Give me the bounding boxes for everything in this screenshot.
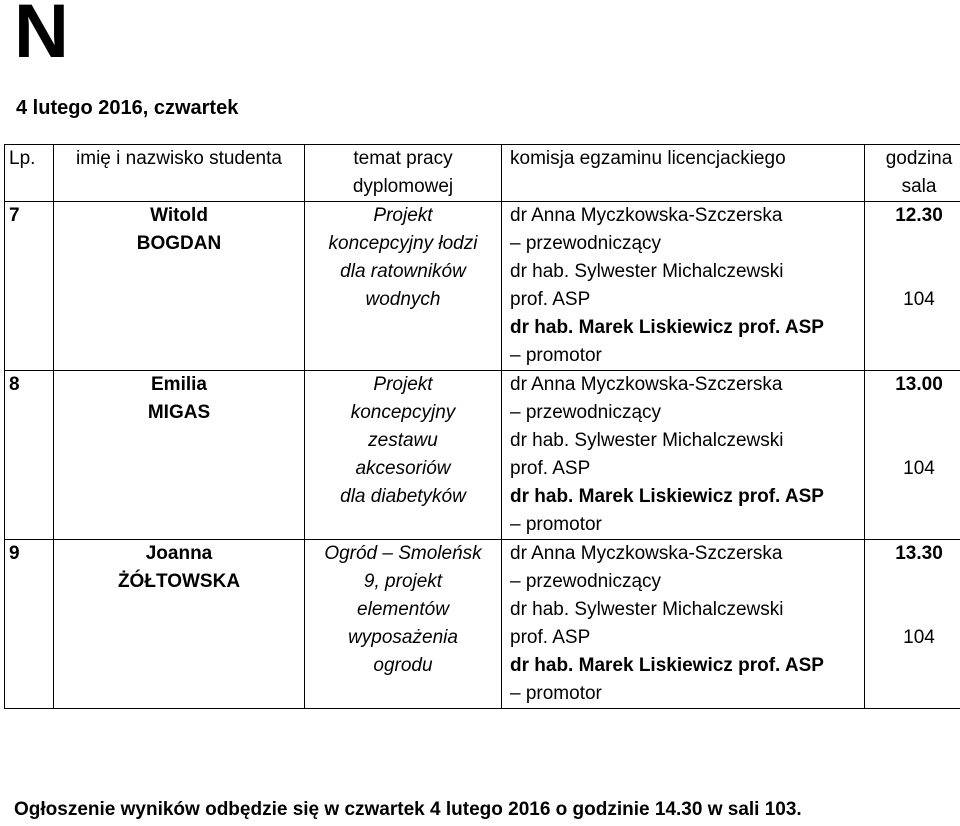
exam-schedule-table [4,144,960,709]
committee-cell [502,540,865,709]
committee-member-title: prof. ASP [510,458,591,479]
student-name-cell [54,202,305,371]
exam-time: 13.30 [895,543,943,564]
date-heading: 4 lutego 2016, czwartek [16,97,239,119]
committee-promotor: dr hab. Marek Liskiewicz prof. ASP [510,486,824,507]
student-first-name: Emilia [151,374,207,395]
committee-promotor-role: – promotor [510,514,602,535]
table-row [5,371,960,540]
results-announcement: Ogłoszenie wyników odbędzie się w czwartek 4 lutego 2016 o godzinie 14.30 w sali 103. [14,799,802,820]
student-last-name: ŻÓŁTOWSKA [117,571,241,592]
table-header-row [5,145,960,202]
time-room-cell [865,540,960,709]
committee-member: dr hab. Sylwester Michalczewski [510,599,784,620]
committee-chair: dr Anna Myczkowska-Szczerska [510,543,783,564]
heading-letter: N [14,0,69,74]
thesis-topic: Projekt koncepcyjny zestawu akcesoriów dla diabetyków [305,371,502,540]
header-time-room: godzina sala [865,145,960,202]
committee-chair-role: – przewodniczący [510,233,662,254]
committee-member: dr hab. Sylwester Michalczewski [510,430,784,451]
exam-room: 104 [903,289,935,310]
committee-member-title: prof. ASP [510,289,591,310]
exam-time: 12.30 [895,205,943,226]
student-first-name: Witold [150,205,208,226]
student-name-cell [54,371,305,540]
table-row [5,540,960,709]
student-first-name: Joanna [145,543,213,564]
committee-member: dr hab. Sylwester Michalczewski [510,261,784,282]
row-lp: 8 [5,371,54,540]
time-room-cell [865,371,960,540]
time-room-cell [865,202,960,371]
header-student-name: imię i nazwisko studenta [54,145,305,202]
exam-time: 13.00 [895,374,943,395]
row-lp: 9 [5,540,54,709]
thesis-topic: Projekt koncepcyjny łodzi dla ratowników wodnych [305,202,502,371]
committee-cell [502,202,865,371]
header-thesis-topic: temat pracy dyplomowej [305,145,502,202]
thesis-topic: Ogród – Smoleńsk 9, projekt elementów wyposażenia ogrodu [305,540,502,709]
committee-chair: dr Anna Myczkowska-Szczerska [510,205,783,226]
committee-chair-role: – przewodniczący [510,571,662,592]
header-lp: Lp. [5,145,54,202]
committee-promotor-role: – promotor [510,345,602,366]
committee-chair-role: – przewodniczący [510,402,662,423]
header-committee: komisja egzaminu licencjackiego [502,145,865,202]
student-name-cell [54,540,305,709]
student-last-name: MIGAS [147,402,211,423]
student-last-name: BOGDAN [136,233,222,254]
committee-promotor-role: – promotor [510,683,602,704]
table-row [5,202,960,371]
committee-cell [502,371,865,540]
committee-promotor: dr hab. Marek Liskiewicz prof. ASP [510,317,824,338]
row-lp: 7 [5,202,54,371]
committee-chair: dr Anna Myczkowska-Szczerska [510,374,783,395]
committee-promotor: dr hab. Marek Liskiewicz prof. ASP [510,655,824,676]
committee-member-title: prof. ASP [510,627,591,648]
exam-room: 104 [903,458,935,479]
exam-room: 104 [903,627,935,648]
